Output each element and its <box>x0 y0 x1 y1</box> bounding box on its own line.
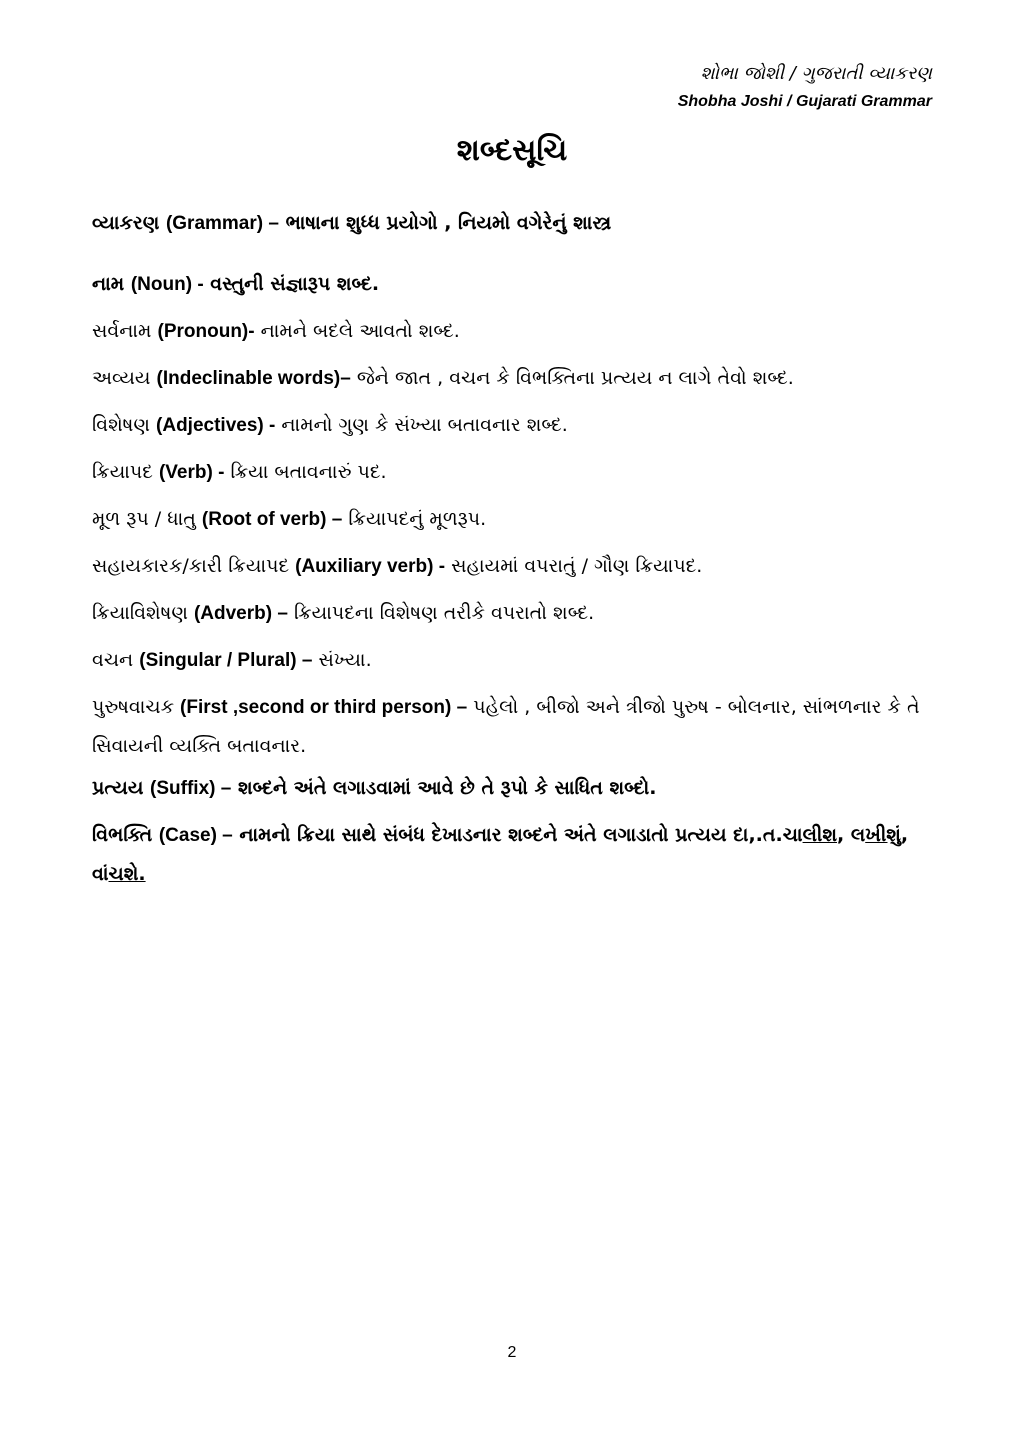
glossary-entry <box>92 355 932 402</box>
term: નામ <box>92 273 125 295</box>
definition: ક્રિયા બતાવનારું પદ. <box>230 461 387 483</box>
definition: નામને બદલે આવતો શબ્દ. <box>260 320 460 342</box>
english-term: (Verb) <box>158 462 213 483</box>
english-term: (Indeclinable words)– <box>156 368 351 389</box>
example-underlined: ખીશું <box>865 824 901 846</box>
english-term: (Adverb) – <box>193 603 288 624</box>
page-title: શબ્દસૂચિ <box>456 133 568 168</box>
english-term: (Root of verb) – <box>201 509 343 530</box>
glossary-entry <box>92 200 932 247</box>
english-term: (Grammar) <box>165 213 264 234</box>
definition: ભાષાના શુધ્ધ પ્રયોગો , નિયમો વગેરેનું શાસ્ત્ર <box>285 212 612 234</box>
english-term: (Suffix) – <box>150 778 232 799</box>
english-term: (Adjectives) - <box>156 415 276 436</box>
term: સર્વનામ <box>92 320 152 342</box>
example-underlined: ચશે. <box>108 863 146 885</box>
english-term: (Noun) <box>130 274 193 295</box>
separator: – <box>263 213 279 234</box>
english-term: (Singular / Plural) – <box>139 650 313 671</box>
glossary-entry <box>92 308 932 355</box>
definition: જેને જાત , વચન કે વિભક્તિના પ્રત્યય ન લાગે તેવો શબ્દ. <box>356 367 794 389</box>
page-header <box>678 60 932 116</box>
term: વિભક્તિ <box>92 824 153 846</box>
example-separator: , વાં <box>92 824 909 885</box>
page-number: 2 <box>507 1344 517 1361</box>
glossary-entry <box>92 496 932 543</box>
definition: ક્રિયાપદના વિશેષણ તરીકે વપરાતો શબ્દ. <box>293 602 595 624</box>
glossary-entry <box>92 402 932 449</box>
term: પ્રત્યય <box>92 777 144 799</box>
glossary-entry <box>92 590 932 637</box>
term: ક્રિયાવિશેષણ <box>92 602 188 624</box>
term: વચન <box>92 649 134 671</box>
glossary-entry <box>92 261 932 308</box>
example-underlined: લીશ <box>802 824 838 846</box>
definition: ક્રિયાપદનું મૂળરૂપ. <box>348 508 487 530</box>
term: સહાયકારક/કારી ક્રિયાપદ <box>92 555 290 577</box>
definition: સહાયમાં વપરાતું / ગૌણ ક્રિયાપદ. <box>451 555 703 577</box>
english-term: (Auxiliary verb) - <box>295 556 446 577</box>
english-term: (First ,second or third person) – <box>180 697 468 718</box>
english-term: (Case) – <box>158 825 233 846</box>
glossary-list <box>92 200 932 893</box>
term: ક્રિયાપદ <box>92 461 153 483</box>
term: વિશેષણ <box>92 414 150 436</box>
definition: પહેલો , બીજો અને ત્રીજો પુરુષ - બોલનાર, સાંભળનાર કે તે સિવાયની વ્યક્તિ બતાવનાર. <box>92 696 920 757</box>
term: અવ્યય <box>92 367 151 389</box>
definition: નામનો ક્રિયા સાથે સંબંધ દેખાડનાર શબ્દને અંતે લગાડાતો પ્રત્યય દા,.ત.ચા <box>239 824 803 846</box>
term: મૂળ રૂપ / ધાતુ <box>92 508 196 530</box>
separator: - <box>212 462 225 483</box>
glossary-entry <box>92 688 932 765</box>
glossary-entry <box>92 637 932 684</box>
glossary-entry <box>92 543 932 590</box>
glossary-entry-case <box>92 816 932 893</box>
term: વ્યાકરણ <box>92 212 160 234</box>
definition: શબ્દને અંતે લગાડવામાં આવે છે તે રૂપો કે સાધિત શબ્દો. <box>237 777 657 799</box>
definition: સંખ્યા. <box>318 649 372 671</box>
definition: વસ્તુની સંજ્ઞારૂપ શબ્દ. <box>210 273 380 295</box>
header-author-english: Shobha Joshi / Gujarati Grammar <box>677 93 932 110</box>
header-author-gujarati: શોભા જોશી / ગુજરાતી વ્યાકરણ <box>700 63 932 84</box>
separator: - <box>192 274 204 295</box>
definition: નામનો ગુણ કે સંખ્યા બતાવનાર શબ્દ. <box>281 414 568 436</box>
example-separator: , <box>837 824 845 846</box>
term: પુરુષવાચક <box>92 696 174 718</box>
glossary-entry <box>92 449 932 496</box>
english-term: (Pronoun)- <box>157 321 255 342</box>
example-prefix: લ <box>844 824 866 846</box>
glossary-entry <box>92 765 932 812</box>
